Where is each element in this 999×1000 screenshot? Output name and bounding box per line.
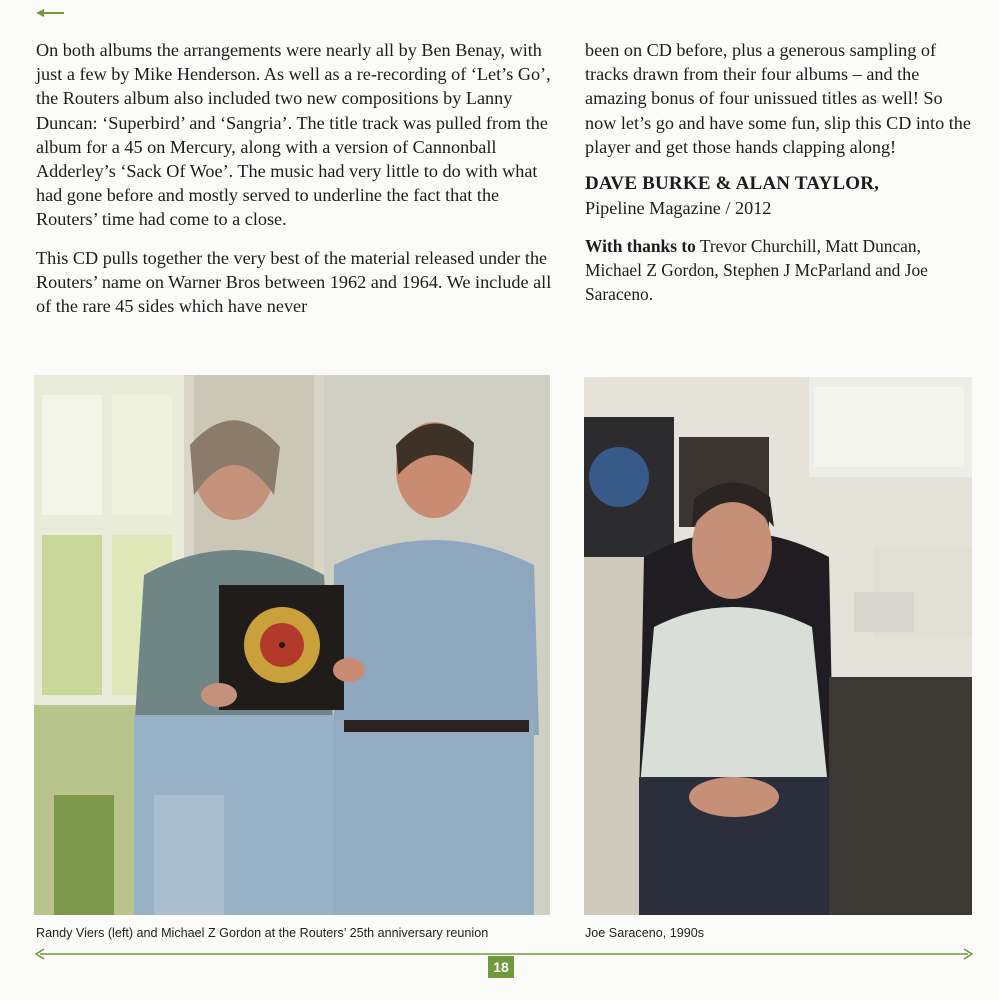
signature-source: Pipeline Magazine / 2012 — [585, 198, 772, 219]
acknowledgements — [585, 234, 977, 306]
page-number: 18 — [488, 956, 514, 978]
signature-name: DAVE BURKE & ALAN TAYLOR, — [585, 173, 880, 195]
signature — [585, 171, 977, 220]
left-column — [36, 38, 556, 318]
photo-caption-left: Randy Viers (left) and Michael Z Gordon at the Routers’ 25th anniversary reunion — [36, 926, 489, 940]
right-column — [585, 38, 977, 306]
photo-joe-saraceno — [584, 377, 972, 915]
arrow-left-icon — [36, 9, 64, 17]
body-paragraph: This CD pulls together the very best of the material released under the Routers’ name on Warner Bros between 1962 and 1964. We include all of the rare 45 sides which have never — [36, 247, 552, 317]
photo-randy-viers-michael-gordon — [34, 375, 550, 915]
body-paragraph: On both albums the arrangements were nearly all by Ben Benay, with just a few by Mike Henderson. As well as a re-recording of ‘Let’s Go’, the Routers album also included two new compositions by Lanny Duncan: ‘Superbird’ and ‘Sangria’. The title track was pulled from the album for a 45 on Mercury, along with a version of Cannonball Adderley’s ‘Sack Of Woe’. The music had very little to do with what had gone before and mostly served to underline the fact that the Routers’ time had come to a close. — [36, 40, 551, 230]
body-paragraph: been on CD before, plus a generous sampling of tracks drawn from their four albums – and the amazing bonus of four unissued titles as well! So now let’s go and have some fun, slip this CD into the player and get those hands clapping along! — [585, 40, 971, 157]
thanks-names: Trevor Churchill, Matt Duncan, Michael Z Gordon, Stephen J McParland and Joe Saraceno. — [585, 236, 928, 305]
photo-caption-right: Joe Saraceno, 1990s — [585, 926, 705, 940]
thanks-label: With thanks to — [585, 236, 696, 257]
